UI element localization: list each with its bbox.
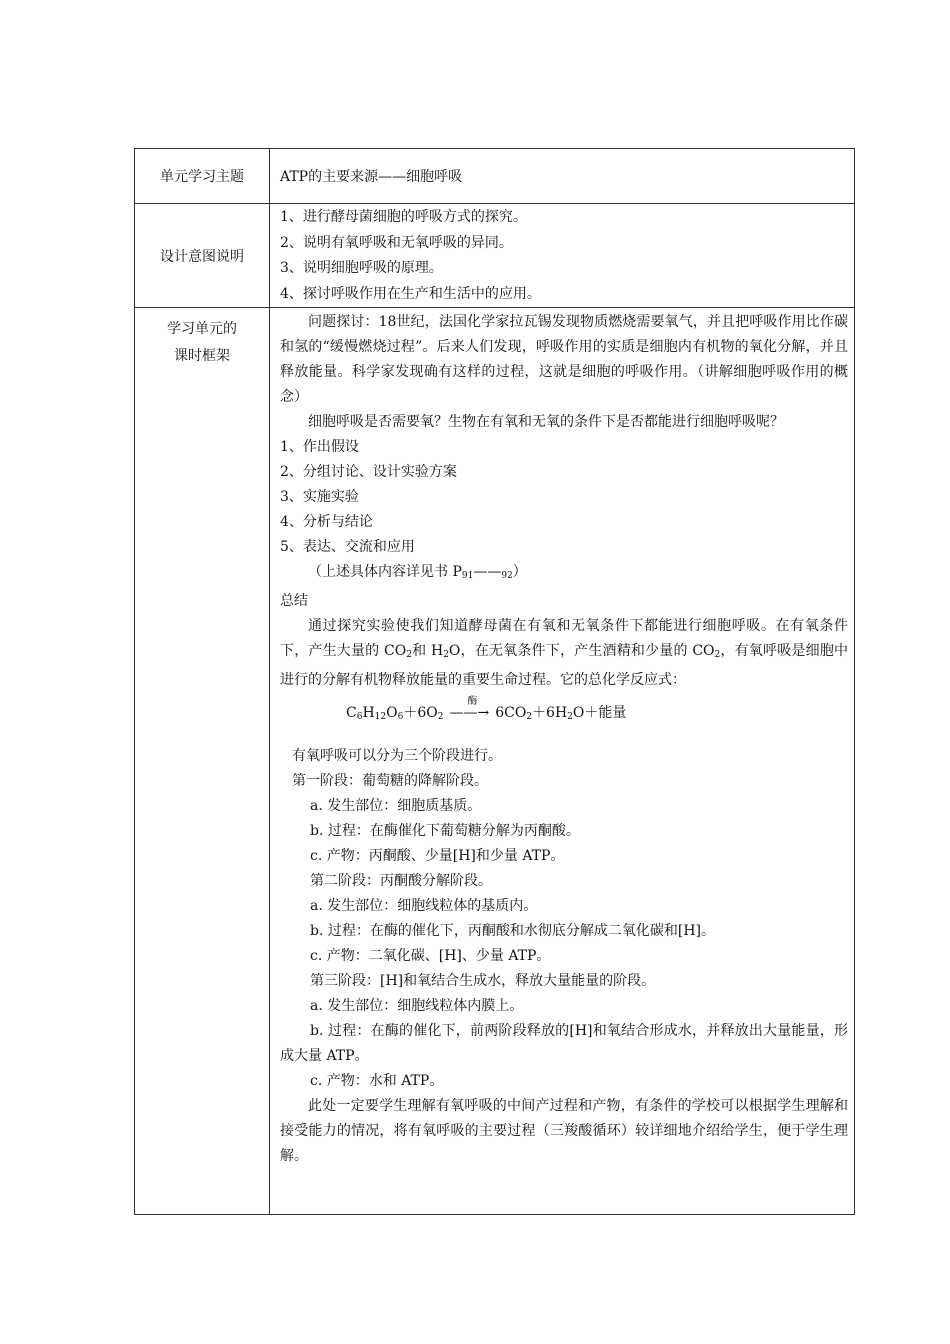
- summary-text: 和 H: [411, 643, 444, 659]
- question-paragraph: 细胞呼吸是否需要氧？生物在有氧和无氧的条件下是否都能进行细胞呼吸呢？: [308, 414, 784, 430]
- stage-3-process: b. 过程：在酶的催化下，前两阶段释放的[H]和氧结合形成水，并释放出大量能量，形成大量 ATP。: [280, 1023, 848, 1064]
- formula-part: ＋6O: [403, 705, 438, 721]
- stage-1-products: c. 产物：丙酮酸、少量[H]和少量 ATP。: [310, 848, 565, 864]
- row-unit-topic: [135, 149, 855, 204]
- chemical-equation: [346, 696, 848, 730]
- label-unit-topic: 单元学习主题: [135, 149, 270, 204]
- stage-2-location: a. 发生部位：细胞线粒体的基质内。: [310, 898, 538, 914]
- formula-part: ＋6H: [532, 705, 568, 721]
- formula-sub: 2: [567, 712, 573, 722]
- stage-2-process: b. 过程：在酶的催化下，丙酮酸和水彻底分解成二氧化碳和[H]。: [310, 923, 715, 939]
- intent-item: 4、探讨呼吸作用在生产和生活中的应用。: [280, 285, 541, 302]
- summary-text: ，有氧呼吸是细胞中进行的分解有机物释放能量的重要生命过程。它的总化学反应式：: [280, 643, 849, 688]
- book-reference: [280, 560, 848, 589]
- formula-part: H: [362, 705, 375, 721]
- stage-3-location: a. 发生部位：细胞线粒体内膜上。: [310, 998, 524, 1014]
- intent-item: 1、进行酵母菌细胞的呼吸方式的探究。: [280, 209, 527, 225]
- ref-page-end: 92: [501, 571, 513, 581]
- stage-1-location: a. 发生部位：细胞质基质。: [310, 798, 482, 814]
- closing-paragraph: 此处一定要学生理解有氧呼吸的中间产过程和产物，有条件的学校可以根据学生理解和接受能力的情况，将有氧呼吸的主要过程（三羧酸循环）较详细地介绍给学生，便于学生理解。: [280, 1098, 848, 1164]
- formula-sub: 2: [526, 712, 533, 722]
- summary-text: O，在无氧条件下，产生酒精和少量的 CO: [448, 643, 715, 659]
- stage-1-title: 第一阶段：葡萄糖的降解阶段。: [292, 773, 488, 789]
- formula-sub: 6: [397, 712, 404, 722]
- summary-title: 总结: [280, 593, 308, 609]
- ref-dash: ——: [473, 564, 502, 580]
- label-framework-line1: 学习单元的: [167, 321, 237, 337]
- intro-paragraph: 问题探讨：18世纪，法国化学家拉瓦锡发现物质燃烧需要氧气，并且把呼吸作用比作碳和氢的“缓慢燃烧过程”。后来人们发现，呼吸作用的实质是细胞内有机物的氧化分解，并且释放能量。科学家发现确有这样的过程，这就是细胞的呼吸作用。（讲解细胞呼吸作用的概念）: [280, 314, 848, 405]
- subscript: 2: [714, 650, 721, 660]
- formula-sub: 2: [437, 712, 444, 722]
- row-framework: [135, 308, 855, 1215]
- intent-item: 2、说明有氧呼吸和无氧呼吸的异同。: [280, 234, 513, 251]
- step-item: 4、分析与结论: [280, 514, 373, 530]
- reaction-arrow: [449, 696, 490, 726]
- subscript: 2: [406, 650, 412, 660]
- arrow-glyph: ——→: [449, 705, 490, 721]
- stage-1-process: b. 过程：在酶催化下葡萄糖分解为丙酮酸。: [310, 823, 580, 839]
- step-item: 3、实施实验: [280, 489, 359, 505]
- intent-item: 3、说明细胞呼吸的原理。: [280, 260, 443, 276]
- stage-2-products: c. 产物：二氧化碳、[H]、少量 ATP。: [310, 948, 551, 964]
- formula-sub: 6: [356, 712, 363, 722]
- ref-suffix: ）: [512, 564, 527, 580]
- formula-part: C: [346, 705, 357, 721]
- stage-2-title: 第二阶段：丙酮酸分解阶段。: [310, 873, 492, 889]
- stage-3-title: 第三阶段：[H]和氧结合生成水，释放大量能量的阶段。: [310, 973, 656, 989]
- summary-text: 通过探究实验使我们知道酵母菌在有氧和无氧条件下都能进行细胞呼吸。在有氧条件下，产生大量的 CO: [280, 618, 848, 659]
- lesson-plan-table: [134, 148, 855, 1215]
- ref-page-start: 91: [461, 571, 474, 581]
- step-item: 2、分组讨论、设计实验方案: [280, 464, 457, 480]
- formula-sub: 12: [374, 712, 387, 722]
- unit-topic-value: ATP的主要来源——细胞呼吸: [270, 149, 855, 204]
- label-framework: [135, 308, 270, 1215]
- summary-paragraph: [280, 614, 848, 693]
- formula-part: O: [386, 705, 398, 721]
- enzyme-label: 酶: [467, 696, 478, 707]
- formula-part: 6CO: [495, 705, 527, 721]
- step-item: 5、表达、交流和应用: [280, 539, 415, 555]
- label-design-intent: 设计意图说明: [135, 204, 270, 308]
- design-intent-list: [270, 204, 855, 308]
- label-framework-line2: 课时框架: [174, 348, 230, 364]
- framework-content: [270, 308, 855, 1215]
- ref-prefix: （上述具体内容详见书 P: [308, 564, 462, 580]
- row-design-intent: [135, 204, 855, 308]
- stage-3-products: c. 产物：水和 ATP。: [310, 1073, 444, 1089]
- subscript: 2: [443, 650, 449, 660]
- step-item: 1、作出假设: [280, 439, 359, 455]
- formula-part: O＋能量: [572, 705, 627, 721]
- aerobic-intro: 有氧呼吸可以分为三个阶段进行。: [292, 748, 502, 764]
